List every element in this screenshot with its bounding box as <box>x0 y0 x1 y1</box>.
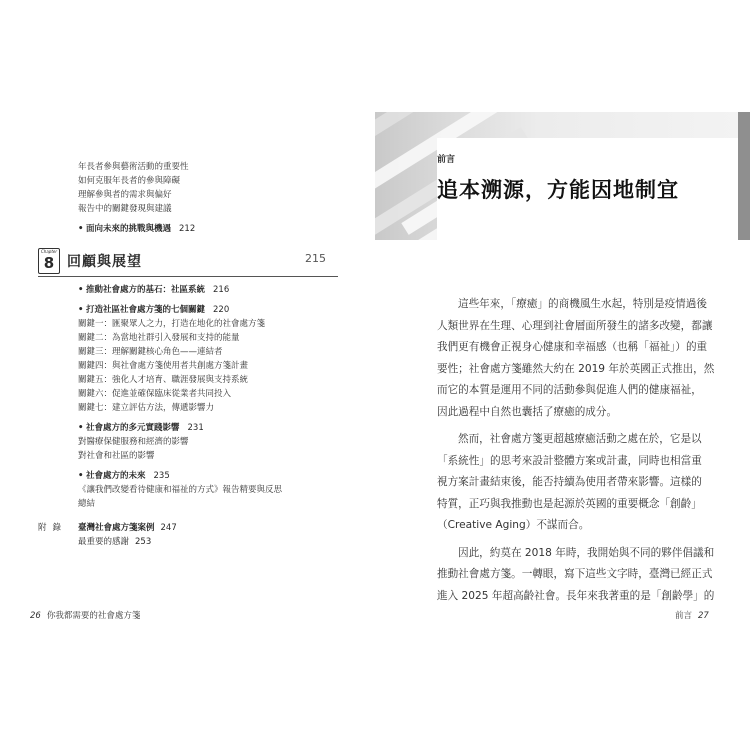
toc-subitem: 關鍵五：強化人才培育、職涯發展與支持系統 <box>78 375 249 385</box>
header-banner <box>375 112 738 240</box>
text-line: 「系統性」的思考來設計整體方案或計畫，同時也相當重 <box>437 454 702 467</box>
running-title: 你我都需要的社會處方箋 <box>46 611 141 621</box>
chapter-heading <box>38 246 338 277</box>
appendix-page: 247 <box>160 523 177 533</box>
toc-entry-page: 231 <box>187 423 204 433</box>
chapter-badge-icon <box>38 248 60 274</box>
paragraph <box>437 429 733 537</box>
toc-entry-page: 212 <box>179 224 196 234</box>
appendix-title: 臺灣社會處方箋案例 <box>78 523 155 533</box>
text-line: 視方案計畫結束後，能否持續為使用者帶來影響。這樣的 <box>437 476 702 488</box>
text-line: （Creative Aging）不謀而合。 <box>437 519 590 531</box>
toc-entry-page: 235 <box>153 471 170 481</box>
acknowledgements-title: 最重要的感謝 <box>78 537 130 547</box>
toc-entry <box>38 222 338 236</box>
toc-subitem: 如何克服年長者的參與障礙 <box>78 176 181 186</box>
appendix-label: 附錄 <box>38 523 68 533</box>
acknowledgements-page: 253 <box>135 537 152 547</box>
toc-subitem: 關鍵一：匯聚眾人之力，打造在地化的社會處方箋 <box>78 319 266 329</box>
chapter-title: 回顧與展望 <box>67 254 142 270</box>
toc-subitem: 報告中的關鍵發現與建議 <box>78 204 172 214</box>
toc-entry-title: 社會處方的多元實踐影響 <box>86 423 180 433</box>
text-line: 特質，正巧與我推動也是起源於英國的重要概念「創齡」 <box>437 497 702 510</box>
right-page <box>375 0 750 750</box>
page-number: 27 <box>698 611 709 621</box>
page-number: 26 <box>30 611 41 621</box>
toc-entry <box>38 469 338 483</box>
toc-subitem: 對醫療保健服務和經濟的影響 <box>78 437 189 447</box>
toc-entry <box>38 421 338 435</box>
toc-entry-title: 面向未來的挑戰與機遇 <box>86 224 172 234</box>
toc-entry-page: 216 <box>213 285 230 295</box>
running-title: 前言 <box>675 611 693 621</box>
text-line: 推動社會處方箋。一轉眼，寫下這些文字時，臺灣已經正式 <box>437 568 713 580</box>
toc-subitem: 理解參與者的需求與偏好 <box>78 190 172 200</box>
section-kicker: 前言 <box>437 155 456 165</box>
text-line: 而它的本質是運用不同的活動參與促進人們的健康福祉， <box>437 384 702 396</box>
preface-body <box>437 294 733 613</box>
toc-subitem: 對社會和社區的影響 <box>78 451 155 461</box>
subsection-list <box>78 435 338 463</box>
bullet: • <box>78 423 84 433</box>
text-line: 進入 2025 年超高齡社會。長年來我著重的是「創齡學」的 <box>437 589 715 602</box>
text-line: 這些年來，「療癒」的商機風生水起，特別是疫情過後 <box>458 298 707 310</box>
thumb-tab <box>738 112 750 240</box>
bullet: • <box>78 224 84 234</box>
toc-entry-title: 社會處方的未來 <box>86 471 146 481</box>
chapter-badge-label: Chapter <box>41 249 57 254</box>
toc-entry <box>38 283 338 297</box>
chapter-number: 8 <box>43 254 55 272</box>
toc-entry-page: 220 <box>213 305 230 315</box>
subsection-list <box>78 317 338 415</box>
toc-subitem: 關鍵四：與社會處方箋使用者共創處方箋計畫 <box>78 361 249 371</box>
right-footer <box>675 609 709 621</box>
toc-subitem: 關鍵七：建立評估方法，傳遞影響力 <box>78 403 215 413</box>
paragraph <box>437 294 733 423</box>
text-line: 因此過程中自然也囊括了療癒的成分。 <box>437 405 618 418</box>
toc-subitem: 關鍵二：為當地社群引入發展和支持的能量 <box>78 333 240 343</box>
text-line: 人類世界在生理、心理到社會層面所發生的諸多改變，都讓 <box>437 319 713 332</box>
toc-entry-title: 打造社區社會處方箋的七個關鍵 <box>86 305 206 315</box>
toc-subitem: 《讓我們改變看待健康和福祉的方式》報告精要與反思 <box>78 485 283 495</box>
toc-subitem: 年長者參與藝術活動的重要性 <box>78 162 189 172</box>
bullet: • <box>78 285 84 295</box>
paragraph <box>437 543 733 608</box>
appendix-entry <box>38 521 338 549</box>
subsection-list <box>78 483 338 511</box>
toc-subitem: 關鍵六：促進並確保臨床從業者共同投入 <box>78 389 232 399</box>
bullet: • <box>78 305 84 315</box>
bullet: • <box>78 471 84 481</box>
table-of-contents <box>38 160 338 549</box>
text-line: 要性；社會處方箋雖然大約在 2019 年於英國正式推出，然 <box>437 362 715 375</box>
text-line: 我們更有機會正視身心健康和幸福感（也稱「福祉」）的重 <box>437 341 708 353</box>
toc-subitem: 關鍵三：理解關鍵核心角色——連結者 <box>78 347 223 357</box>
chapter-page: 215 <box>305 252 326 265</box>
text-line: 然而，社會處方箋更超越療癒活動之處在於，它是以 <box>458 433 702 445</box>
preface-title: 追本溯源，方能因地制宜 <box>437 178 679 202</box>
toc-entry-title: 推動社會處方的基石：社區系統 <box>86 285 206 295</box>
continued-subsection-list <box>78 160 338 216</box>
text-line: 因此，約莫在 2018 年時，我開始與不同的夥伴倡議和 <box>458 546 715 559</box>
left-footer <box>30 609 140 621</box>
toc-subitem: 總結 <box>78 499 96 509</box>
toc-entry <box>38 303 338 317</box>
